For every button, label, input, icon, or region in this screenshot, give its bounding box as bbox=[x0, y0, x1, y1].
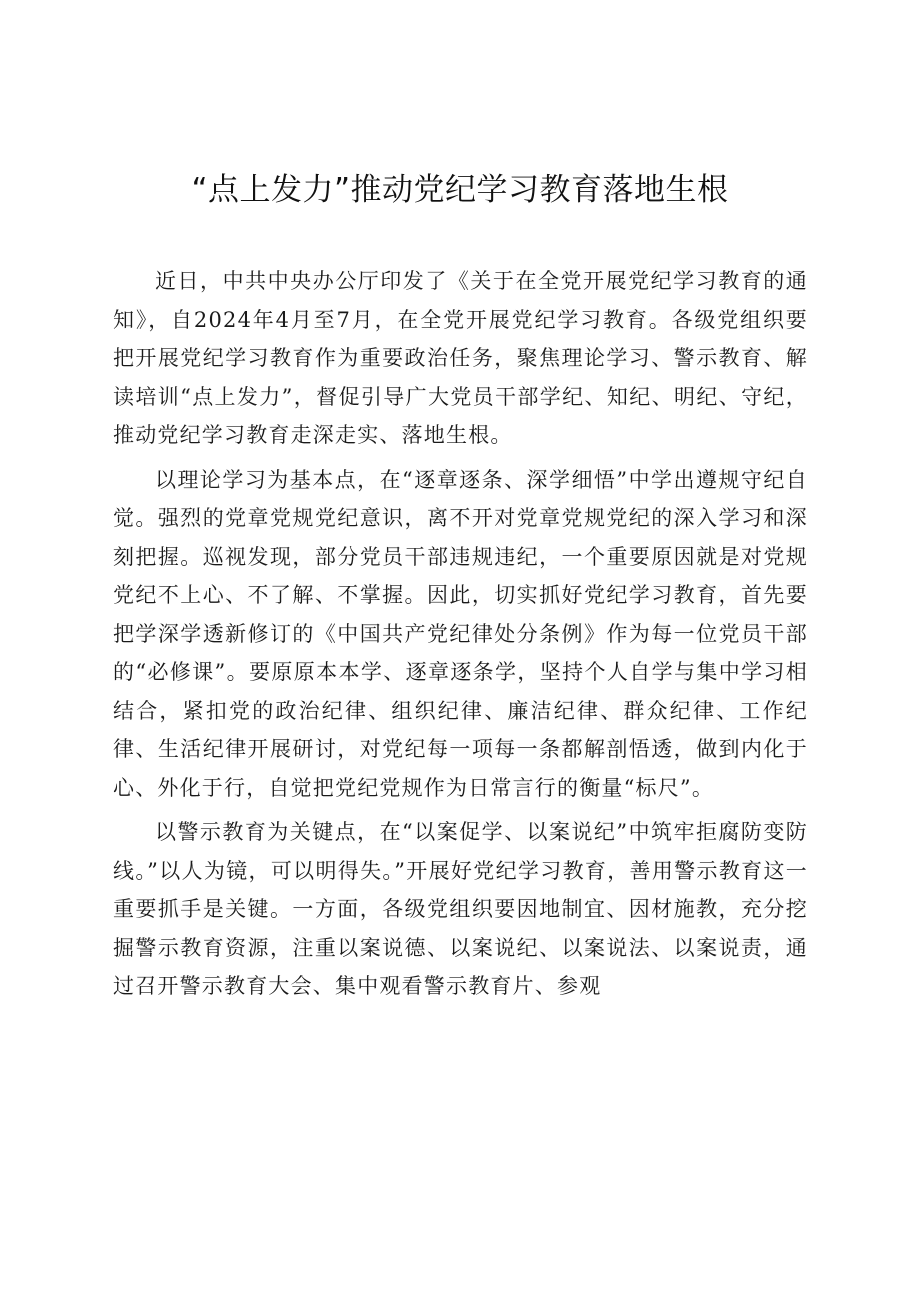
document-title: “点上发力”推动党纪学习教育落地生根 bbox=[191, 172, 729, 208]
paragraph-warning-education: 以警示教育为关键点，在“以案促学、以案说纪”中筑牢拒腐防变防线。”以人为镜，可以明得失。”开展好党纪学习教育，善用警示教育这一重要抓手是关键。一方面，各级党组织要因地制宜、因材施教，充分挖掘警示教育资源，注重以案说德、以案说纪、以案说法、以案说责，通过召开警示教育大会、集中观看警示教育片、参观 bbox=[113, 820, 808, 998]
document-body bbox=[113, 262, 808, 1012]
paragraph-theory-study: 以理论学习为基本点，在“逐章逐条、深学细悟”中学出遵规守纪自觉。强烈的党章党规党纪意识，离不开对党章党规党纪的深入学习和深刻把握。巡视发现，部分党员干部违规违纪，一个重要原因就是对党规党纪不上心、不了解、不掌握。因此，切实抓好党纪学习教育，首先要把学深学透新修订的《中国共产党纪律处分条例》作为每一位党员干部的“必修课”。要原原本本学、逐章逐条学，坚持个人自学与集中学习相结合，紧扣党的政治纪律、组织纪律、廉洁纪律、群众纪律、工作纪律、生活纪律开展研讨，对党纪每一项每一条都解剖悟透，做到内化于心、外化于行，自觉把党纪党规作为日常言行的衡量“标尺”。 bbox=[113, 467, 808, 800]
paragraph-intro: 近日，中共中央办公厅印发了《关于在全党开展党纪学习教育的通知》，自2024年4月至7月，在全党开展党纪学习教育。各级党组织要把开展党纪学习教育作为重要政治任务，聚焦理论学习、警示教育、解读培训“点上发力”，督促引导广大党员干部学纪、知纪、明纪、守纪，推动党纪学习教育走深走实、落地生根。 bbox=[113, 269, 808, 447]
